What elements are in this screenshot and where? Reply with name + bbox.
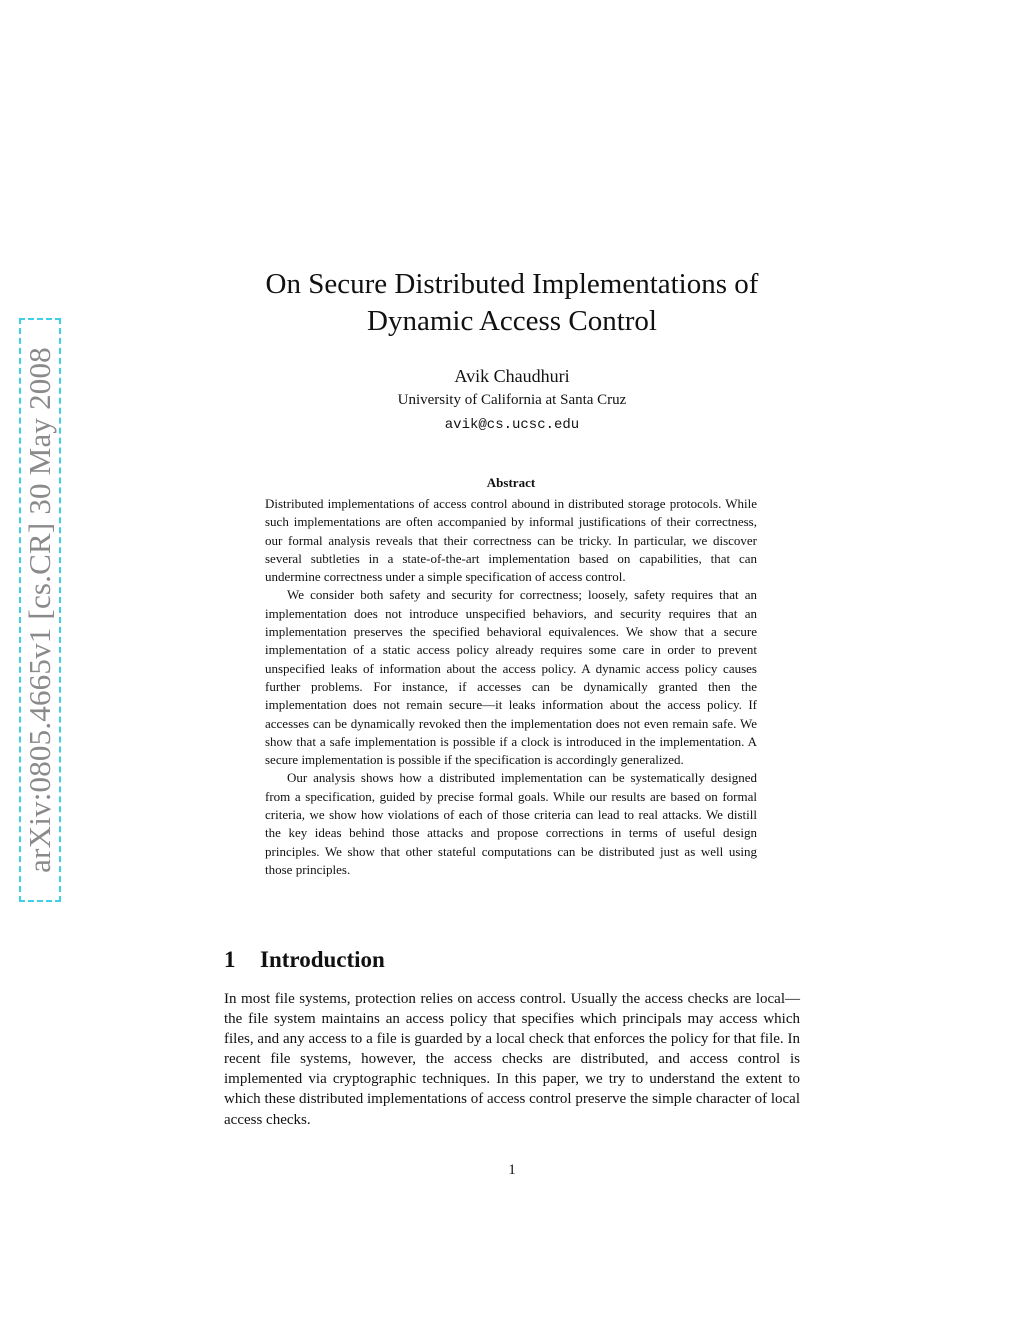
author-email: avik@cs.ucsc.edu — [444, 417, 580, 433]
arxiv-stamp — [19, 318, 61, 902]
abstract — [265, 475, 757, 879]
abstract-paragraph: We consider both safety and security for correctness; loosely, safety requires that an implementation does not introduce unspecified behaviors, and security requires that an implementation preserves the specified behavioral equivalences. We show that a secure implementation of a static access policy already requires some care in order to prevent unspecified leaks of information about the access policy. A dynamic access policy causes further problems. For instance, if accesses can be dynamically granted then the implementation does not remain secure—it leaks information about the access policy. If accesses can be dynamically revoked then the implementation does not even remain safe. We show that a safe implementation is possible if a clock is introduced in the implementation. A secure implementation is possible if the specification is accordingly generalized. — [265, 587, 757, 768]
abstract-paragraph: Distributed implementations of access control abound in distributed storage protocols. While such implementations are often accompanied by informal justifications of their correctness, our formal analysis reveals that their correctness can be tricky. In particular, we discover several subtleties in a state-of-the-art implementation based on capabilities, that can undermine correctness under a simple specification of access control. — [265, 496, 757, 585]
arxiv-identifier: arXiv:0805.4665v1 [cs.CR] 30 May 2008 — [22, 347, 57, 873]
introduction-paragraph: In most file systems, protection relies on access control. Usually the access checks are local—the file system maintains an access policy that specifies which principals may access which files, and any access to a file is guarded by a local check that enforces the policy for that file. In recent file systems, however, the access checks are distributed, and access control is implemented via cryptographic techniques. In this paper, we try to understand the extent to which these distributed implementations of access control preserve the simple character of local access checks. — [224, 991, 800, 1128]
title-line-1: On Secure Distributed Implementations of — [265, 268, 759, 300]
section-title: Introduction — [260, 947, 385, 972]
author-affiliation: University of California at Santa Cruz — [397, 392, 627, 408]
page-number: 1 — [508, 1162, 516, 1178]
section-number: 1 — [224, 947, 236, 972]
abstract-paragraph: Our analysis shows how a distributed implementation can be systematically designed from a specification, guided by precise formal goals. While our results are based on formal criteria, we show how violations of each of those criteria can lead to real attacks. We distill the key ideas behind those attacks and propose corrections in terms of useful design principles. We show that other stateful computations can be distributed just as well using those principles. — [265, 770, 757, 877]
author-name: Avik Chaudhuri — [454, 366, 570, 386]
section-heading — [224, 945, 385, 975]
title-line-2: Dynamic Access Control — [367, 305, 657, 337]
author-block — [200, 364, 824, 436]
abstract-heading: Abstract — [486, 475, 536, 490]
paper-title — [200, 266, 824, 340]
